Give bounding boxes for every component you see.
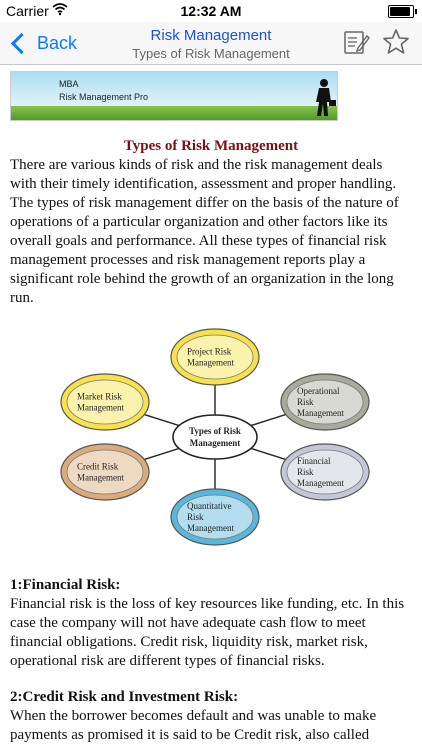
diagram-node-label: Management <box>77 402 124 413</box>
diagram-node-label: Risk <box>297 467 314 477</box>
section-1-paragraph: Financial risk is the loss of key resources like funding, etc. In this case the company will not have adequate cash flow to meet financial obligations. Credit risk, liquidity risk, market risk, operational risk are different types of financial risks. <box>10 596 405 669</box>
diagram-node <box>281 374 369 430</box>
diagram-center-node <box>173 415 257 459</box>
status-bar <box>0 0 422 22</box>
note-edit-icon[interactable] <box>342 28 370 56</box>
section-2-heading: 2:Credit Risk and Investment Risk: <box>10 689 239 705</box>
center-label-line-1: Types of Risk <box>189 426 241 436</box>
diagram-node-label: Management <box>77 472 124 483</box>
star-icon[interactable] <box>382 28 410 56</box>
banner-hills <box>11 106 337 120</box>
diagram-node-label: Management <box>187 523 234 533</box>
diagram-node <box>61 374 149 430</box>
intro-paragraph: There are various kinds of risk and the risk management deals with their timely identification, assessment and proper handling. The types of risk management differ on the basis of the nature of operations of a particular organization and other factors like its overall goals and performance. All these types of financial risk management processes and risk management reports play a significant role behind the growth of an organization in the long run. <box>10 157 399 306</box>
diagram-node <box>171 329 259 385</box>
battery-fill <box>390 7 410 16</box>
businessman-icon <box>311 78 337 118</box>
diagram-node-label: Quantitative <box>187 501 232 511</box>
diagram-node-label: Operational <box>297 386 340 396</box>
diagram-node-label: Market Risk <box>77 391 122 402</box>
page-subtitle: Types of Risk Management <box>132 46 290 61</box>
diagram-node-label: Management <box>297 408 344 418</box>
center-label-line-2: Management <box>189 438 241 448</box>
diagram-node-label: Risk <box>297 397 314 407</box>
section-1-heading: 1:Financial Risk: <box>10 577 121 593</box>
diagram-node-label: Risk <box>187 512 204 522</box>
banner-line-2: Risk Management Pro <box>59 92 149 102</box>
carrier-label: Carrier <box>6 3 49 19</box>
diagram-node <box>281 444 369 500</box>
banner-line-1: MBA <box>59 79 79 89</box>
section-2-paragraph: When the borrower becomes default and was unable to make payments as promised it is said to be Credit risk, also called <box>10 708 377 743</box>
back-label: Back <box>37 32 78 53</box>
diagram-node-label: Management <box>297 478 344 488</box>
diagram-node <box>61 444 149 500</box>
diagram-node-label: Project Risk <box>187 346 232 357</box>
diagram-node <box>171 489 259 545</box>
article-content[interactable] <box>0 65 422 750</box>
app-banner <box>10 71 338 121</box>
diagram-node-label: Financial <box>297 456 331 466</box>
diagram-node-label: Management <box>187 357 234 368</box>
battery-icon <box>388 5 414 18</box>
page-title: Risk Management <box>150 27 272 44</box>
risk-types-diagram <box>60 327 370 547</box>
article-title: Types of Risk Management <box>123 138 299 154</box>
navigation-bar <box>0 22 422 65</box>
diagram-node-label: Credit Risk <box>77 461 119 472</box>
clock: 12:32 AM <box>180 3 242 19</box>
